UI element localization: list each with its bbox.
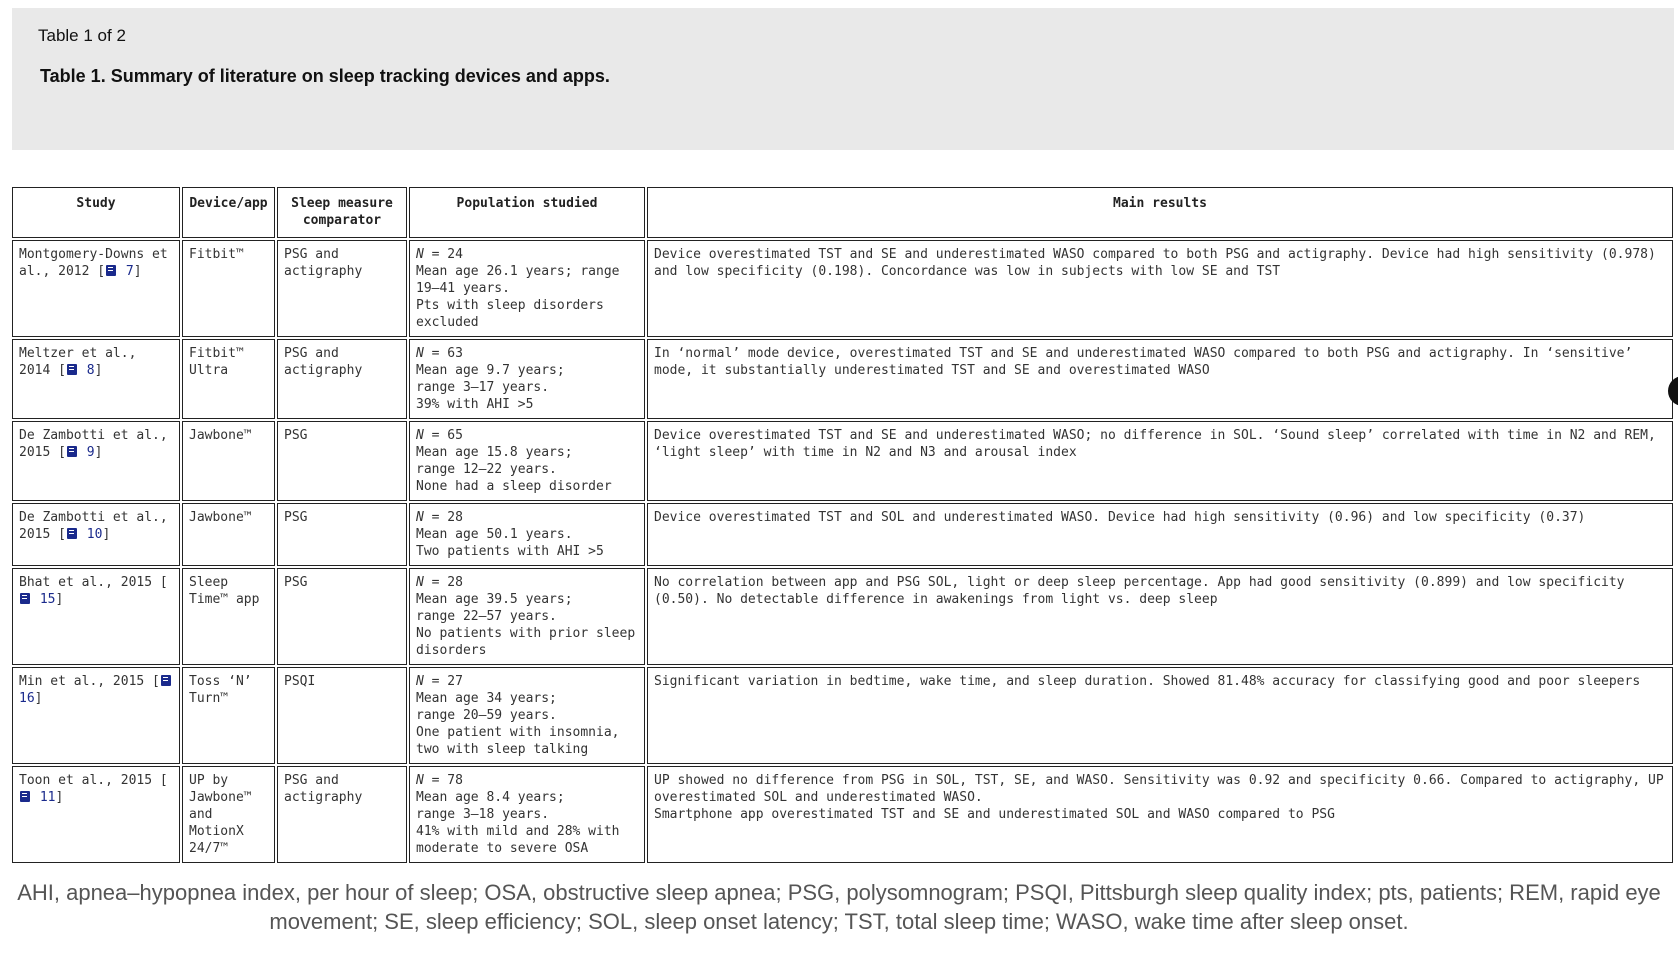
cell-study [12,503,180,566]
cell-population [409,339,645,419]
cell-results [647,240,1673,337]
sample-size-value: = 28 [423,575,463,590]
study-citation: Toon et al., 2015 [ [19,773,168,788]
sample-size-label: N [416,428,424,443]
cell-measure: PSG and actigraphy [277,766,407,863]
result-line: In ‘normal’ mode device, overestimated TST and SE and underestimated WASO compared to both PSG and actigraphy. In ‘sensitive’ mode, it substantially underestimated TST and SE and overestimated WASO [654,346,1633,378]
population-line: Mean age 34 years; [416,691,557,706]
reference-number: 16 [19,691,35,706]
result-line: Device overestimated TST and SE and underestimated WASO compared to both PSG and actigraphy. Device had high sensitivity (0.978) and low specificity (0.198). Concordance was low in subjects with low SE and TST [654,247,1656,279]
reference-close: ] [55,592,64,607]
study-citation: Montgomery-Downs et al., 2012 [ [19,247,168,279]
table-header-row [12,187,1673,238]
sample-size [416,427,638,444]
cell-study [12,240,180,337]
sample-size-value: = 78 [423,773,463,788]
population-line: range 22–57 years. [416,609,557,624]
cell-device: Jawbone™ [182,503,275,566]
column-header-device: Device/app [182,187,275,238]
cell-population [409,568,645,665]
table-row [12,568,1673,665]
cell-study [12,766,180,863]
cell-study [12,339,180,419]
result-line: Device overestimated TST and SE and underestimated WASO; no difference in SOL. ‘Sound sleep’ correlated with time in N2 and REM, ‘light sleep’ with time in N2 and N3 and arousal index [654,428,1656,460]
reference-link[interactable] [66,445,95,460]
cell-population [409,667,645,764]
population-line: 41% with mild and 28% with moderate to severe OSA [416,824,620,856]
cell-device: UP by Jawbone™ and MotionX 24/7™ [182,766,275,863]
cell-measure: PSG and actigraphy [277,339,407,419]
sample-size [416,574,638,591]
population-line: Mean age 9.7 years; [416,363,565,378]
population-line: Mean age 39.5 years; [416,592,573,607]
population-line: range 3–18 years. [416,807,550,822]
cell-device: Toss ‘N’ Turn™ [182,667,275,764]
study-citation: Bhat et al., 2015 [ [19,575,168,590]
reference-number: 11 [39,790,56,805]
result-line: Smartphone app overestimated TST and SE and underestimated SOL and WASO compared to PSG [654,807,1335,822]
result-line: Device overestimated TST and SOL and underestimated WASO. Device had high sensitivity (0.96) and low specificity (0.37) [654,510,1586,525]
cell-study [12,667,180,764]
reference-icon [106,265,116,276]
sample-size-label: N [416,575,424,590]
table-title: Table 1. Summary of literature on sleep tracking devices and apps. [40,66,610,86]
sample-size [416,509,638,526]
reference-icon [67,528,77,539]
reference-close: ] [55,790,64,805]
reference-icon [20,791,30,802]
reference-icon [161,675,171,686]
sample-size-value: = 24 [423,247,463,262]
cell-results [647,421,1673,501]
population-line: Mean age 50.1 years. [416,527,573,542]
reference-number: 9 [86,445,95,460]
population-line: Mean age 26.1 years; range 19–41 years. [416,264,620,296]
reference-close: ] [94,445,103,460]
table-row [12,421,1673,501]
reference-close: ] [34,691,43,706]
sample-size-label: N [416,510,424,525]
reference-close: ] [94,363,103,378]
reference-link[interactable] [19,790,55,805]
table-counter: Table 1 of 2 [38,26,126,45]
sample-size [416,772,638,789]
cell-measure: PSQI [277,667,407,764]
population-line: 39% with AHI >5 [416,397,534,412]
table-row [12,766,1673,863]
column-header-study: Study [12,187,180,238]
literature-table [10,185,1675,865]
sample-size-label: N [416,346,424,361]
reference-link[interactable] [66,363,95,378]
cell-population [409,503,645,566]
study-citation: De Zambotti et al., 2015 [ [19,510,168,542]
study-citation: Min et al., 2015 [ [19,674,160,689]
table-row [12,240,1673,337]
cell-device: Fitbit™ Ultra [182,339,275,419]
cell-device: Fitbit™ [182,240,275,337]
reference-close: ] [102,527,111,542]
population-line: Mean age 15.8 years; [416,445,573,460]
population-line: One patient with insomnia, two with sleep talking [416,725,620,757]
reference-link[interactable] [19,592,55,607]
cell-measure: PSG and actigraphy [277,240,407,337]
cell-results [647,339,1673,419]
population-line: Pts with sleep disorders excluded [416,298,604,330]
sample-size-value: = 63 [423,346,463,361]
reference-icon [67,364,77,375]
study-citation: De Zambotti et al., 2015 [ [19,428,168,460]
sample-size [416,246,638,263]
cell-study [12,421,180,501]
sample-size-value: = 28 [423,510,463,525]
cell-measure: PSG [277,568,407,665]
population-line: range 3–17 years. [416,380,550,395]
cell-study [12,568,180,665]
reference-number: 8 [86,363,95,378]
reference-link[interactable] [105,264,134,279]
reference-close: ] [133,264,142,279]
cell-measure: PSG [277,503,407,566]
cell-device: Jawbone™ [182,421,275,501]
cell-results [647,766,1673,863]
cell-results [647,568,1673,665]
table-row [12,667,1673,764]
result-line: Significant variation in bedtime, wake time, and sleep duration. Showed 81.48% accuracy for classifying good and poor sleepers [654,674,1641,689]
population-line: No patients with prior sleep disorders [416,626,636,658]
reference-number: 10 [86,527,103,542]
result-line: UP showed no difference from PSG in SOL, TST, SE, and WASO. Sensitivity was 0.92 and specificity 0.66. Compared to actigraphy, UP overestimated SOL and underestimated WASO. [654,773,1664,805]
cell-measure: PSG [277,421,407,501]
population-line: range 12–22 years. [416,462,557,477]
cell-population [409,766,645,863]
sample-size [416,345,638,362]
sample-size-label: N [416,674,424,689]
table-body [12,240,1673,863]
reference-number: 7 [125,264,134,279]
cell-device: Sleep Time™ app [182,568,275,665]
result-line: No correlation between app and PSG SOL, light or deep sleep percentage. App had good sensitivity (0.899) and low specificity (0.50). No detectable difference in awakenings from light vs. deep sleep [654,575,1625,607]
population-line: Mean age 8.4 years; [416,790,565,805]
cell-population [409,421,645,501]
population-line: range 20–59 years. [416,708,557,723]
cell-results [647,503,1673,566]
table-footnote: AHI, apnea–hypopnea index, per hour of sleep; OSA, obstructive sleep apnea; PSG, polysomnogram; PSQI, Pittsburgh sleep quality index; pts, patients; REM, rapid eye movement; SE, sleep efficiency; SOL, sleep onset latency; TST, total sleep time; WASO, wake time after sleep onset. [17,880,1661,934]
sample-size-value: = 65 [423,428,463,443]
column-header-results: Main results [647,187,1673,238]
population-line: None had a sleep disorder [416,479,612,494]
reference-number: 15 [39,592,56,607]
sample-size-label: N [416,247,424,262]
sample-size [416,673,638,690]
table-row [12,503,1673,566]
column-header-population: Population studied [409,187,645,238]
study-citation: Meltzer et al., 2014 [ [19,346,137,378]
column-header-measure: Sleep measure comparator [277,187,407,238]
table-row [12,339,1673,419]
reference-icon [67,446,77,457]
sample-size-label: N [416,773,424,788]
cell-population [409,240,645,337]
reference-link[interactable] [66,527,102,542]
population-line: Two patients with AHI >5 [416,544,604,559]
sample-size-value: = 27 [423,674,463,689]
reference-icon [20,593,30,604]
cell-results [647,667,1673,764]
